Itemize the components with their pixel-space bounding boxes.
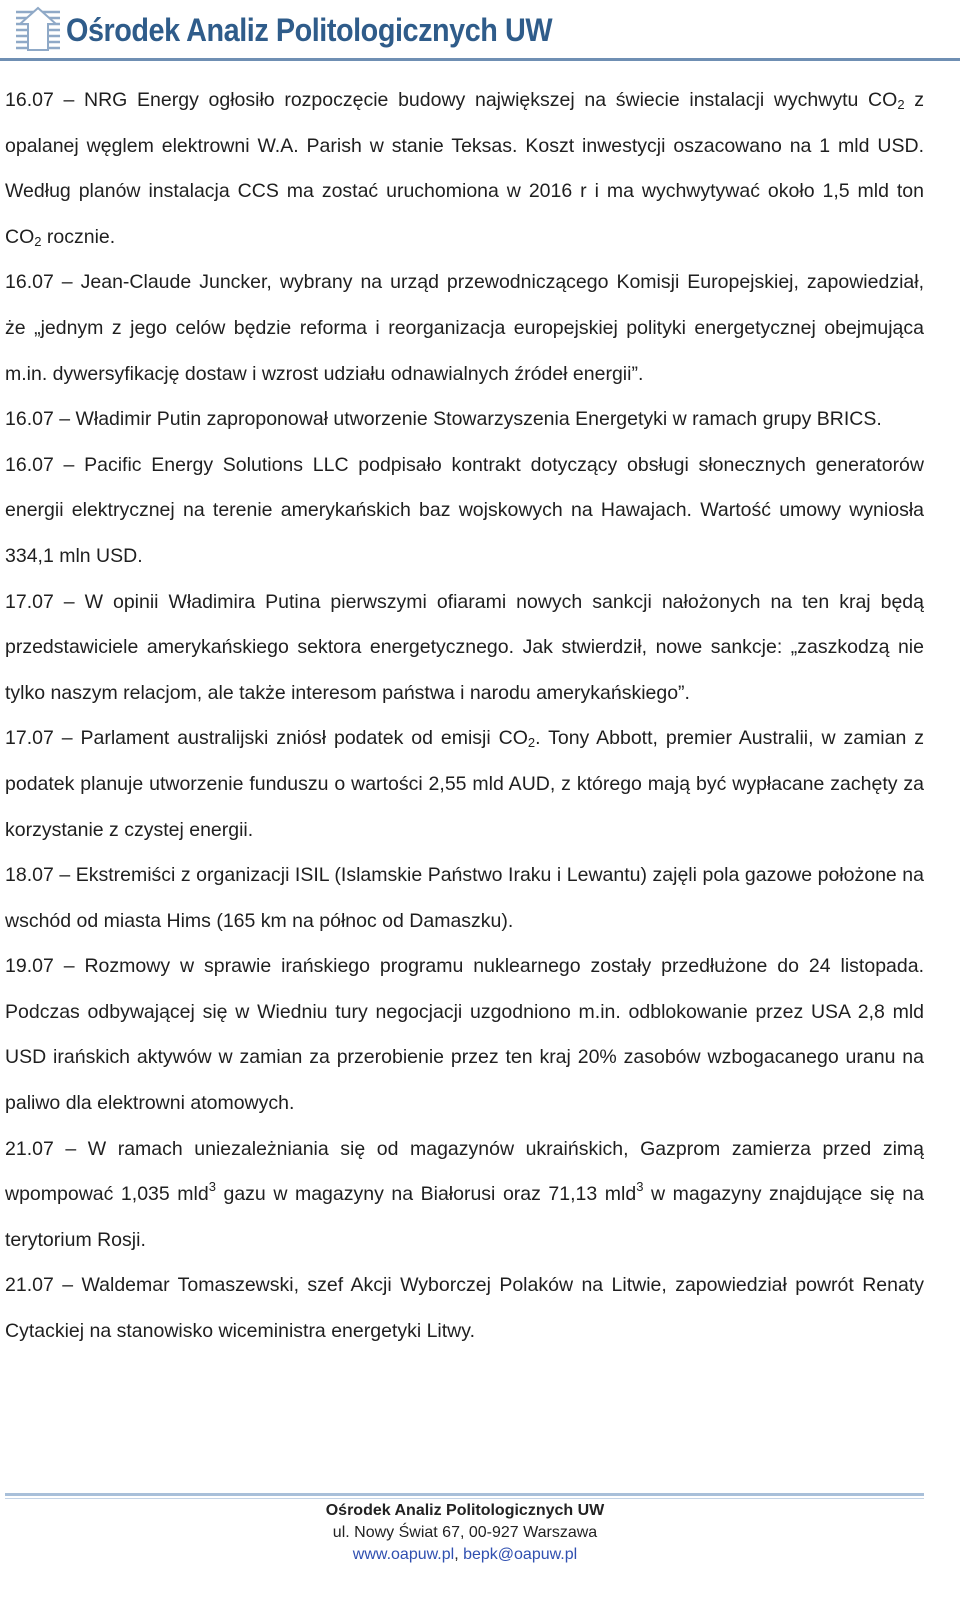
news-entry bbox=[5, 853, 924, 944]
news-entry bbox=[5, 397, 924, 443]
entry-text: 16.07 – NRG Energy ogłosiło rozpoczęcie budowy największej na świecie instalacji wychwytu CO bbox=[5, 89, 898, 111]
superscript: 3 bbox=[208, 1179, 216, 1195]
entry-text: 16.07 – Władimir Putin zaproponował utworzenie Stowarzyszenia Energetyki w ramach grupy BRICS. bbox=[5, 408, 882, 431]
news-entry bbox=[5, 580, 924, 717]
footer-email-link[interactable]: bepk@oapuw.pl bbox=[463, 1546, 578, 1563]
news-entry bbox=[5, 716, 924, 853]
header-divider bbox=[0, 58, 960, 61]
header-title: Ośrodek Analiz Politologicznych UW bbox=[66, 11, 553, 48]
article-body bbox=[5, 78, 924, 1355]
news-entry bbox=[5, 443, 924, 580]
entry-text: . Tony Abbott, premier Australii, w zamian z podatek planuje utworzenie funduszu o wartości 2,55 mld AUD, z którego mają być wypłacane zachęty za korzystanie z czystej energii. bbox=[5, 727, 924, 841]
entry-text: 19.07 – Rozmowy w sprawie irańskiego programu nuklearnego zostały przedłużone do 24 listopada. Podczas odbywającej się w Wiedniu tury negocjacji uzgodniono m.in. odblokowanie przez USA 2,8 mld USD irańskich aktywów w zamian za przerobienie przez ten kraj 20% zasobów wzbogacanego uranu na paliwo dla elektrowni atomowych. bbox=[5, 955, 924, 1115]
footer-website-link[interactable]: www.oapuw.pl bbox=[352, 1546, 455, 1563]
superscript: 3 bbox=[636, 1179, 644, 1195]
news-entry bbox=[5, 78, 924, 260]
entry-text: 17.07 – W opinii Władimira Putina pierwszymi ofiarami nowych sankcji nałożonych na ten kraj będą przedstawiciele amerykańskiego sektora energetycznego. Jak stwierdził, nowe sankcje: „zaszkodzą nie tylko naszym relacjom, ale także interesom państwa i narodu amerykańskiego”. bbox=[5, 590, 924, 704]
page-header bbox=[12, 2, 606, 58]
entry-text: 16.07 – Pacific Energy Solutions LLC podpisało kontrakt dotyczący obsługi słonecznych generatorów energii elektrycznej na terenie amerykańskich baz wojskowych na Hawajach. Wartość umowy wyniosła 334,1 mln USD. bbox=[5, 453, 924, 567]
news-entry bbox=[5, 1263, 924, 1354]
footer-divider-thin bbox=[5, 1498, 924, 1499]
footer-link-separator: , bbox=[454, 1546, 459, 1563]
news-entry bbox=[5, 944, 924, 1126]
news-entry bbox=[5, 1127, 924, 1264]
subscript: 2 bbox=[527, 735, 536, 751]
footer-org-name: Ośrodek Analiz Politologicznych UW bbox=[325, 1502, 605, 1519]
entry-text: 21.07 – Waldemar Tomaszewski, szef Akcji Wyborczej Polaków na Litwie, zapowiedział powrót Renaty Cytackiej na stanowisko wiceministra energetyki Litwy. bbox=[5, 1274, 924, 1343]
entry-text: z opalanej węglem elektrowni W.A. Parish w stanie Teksas. Koszt inwestycji oszacowano na 1 mld USD. Według planów instalacja CCS ma zostać uruchomiona w 2016 r i ma wychwytywać około 1,5 mld ton CO bbox=[5, 89, 924, 248]
page-footer bbox=[0, 1500, 930, 1566]
entry-text: gazu w magazyny na Białorusi oraz 71,13 mld bbox=[215, 1183, 637, 1206]
entry-text: 16.07 – Jean-Claude Juncker, wybrany na urząd przewodniczącego Komisji Europejskiej, zapowiedział, że „jednym z jego celów będzie reforma i reorganizacja europejskiej polityki energetycznej obejmująca m.in. dywersyfikację dostaw i wzrost udziału odnawialnych źródeł energii”. bbox=[5, 271, 924, 385]
footer-address: ul. Nowy Świat 67, 00-927 Warszawa bbox=[332, 1524, 598, 1541]
entry-text: w magazyny znajdujące się na terytorium Rosji. bbox=[5, 1183, 924, 1251]
subscript: 2 bbox=[897, 97, 905, 112]
entry-text: 17.07 – Parlament australijski zniósł podatek od emisji CO bbox=[5, 727, 528, 750]
subscript: 2 bbox=[34, 233, 42, 249]
entry-text: 21.07 – W ramach uniezależniania się od magazynów ukraińskich, Gazprom zamierza przed zimą wpompować 1,035 mld bbox=[5, 1137, 924, 1206]
footer-divider bbox=[5, 1493, 924, 1496]
entry-text: 18.07 – Ekstremiści z organizacji ISIL (Islamskie Państwo Iraku i Lewantu) zajęli pola gazowe położone na wschód od miasta Hims (165 km na północ od Damaszku). bbox=[5, 864, 924, 932]
oapuw-logo-icon bbox=[12, 4, 64, 56]
entry-text: rocznie. bbox=[41, 225, 116, 248]
news-entry bbox=[5, 260, 924, 397]
